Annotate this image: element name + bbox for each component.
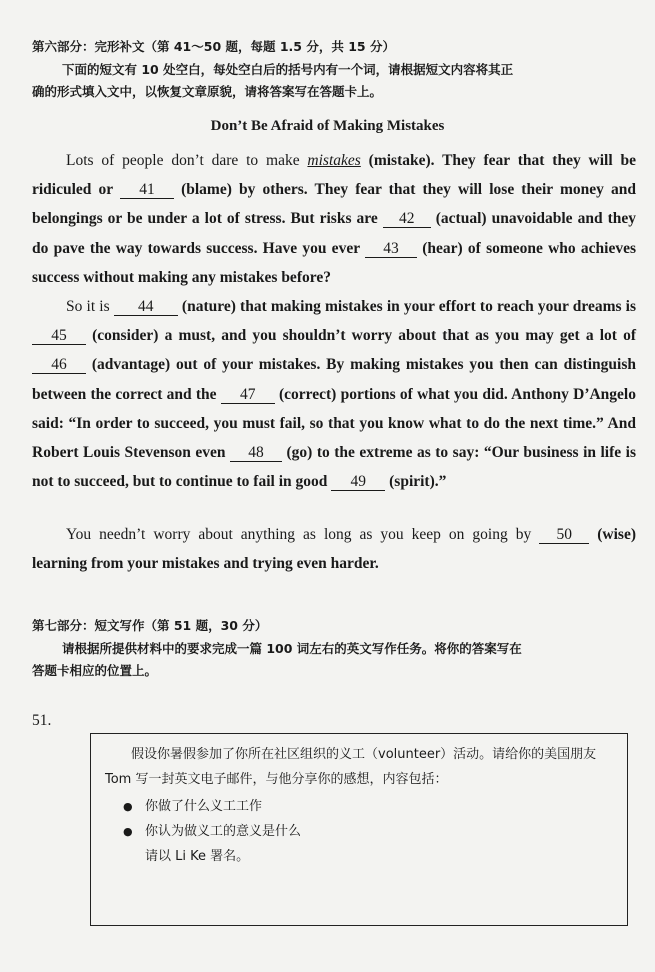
task-intro: 假设你暑假参加了你所在社区组织的义工（volunteer）活动。请给你的美国朋友 Tom 写一封英文电子邮件，与他分享你的感想，内容包括： (105, 747, 597, 787)
p2-text-e: (correct) portions of what you did. Anthony D’Angelo said: “In order to succeed, you must fail, so that you know what to do the next time.” And Robert Louis Stevenson even (32, 385, 636, 462)
section7-header: 第七部分：短文写作（第 51 题，30 分） (32, 618, 268, 633)
blank-43[interactable]: 43 (365, 240, 417, 258)
question-number: 51. (32, 712, 52, 729)
task-point: ● 你做了什么义工工作 (105, 794, 613, 819)
p1-text-d: (actual) unavoidable and they do pave the way towards success. Have you ever (32, 210, 636, 257)
blank-48[interactable]: 48 (230, 444, 282, 462)
p2-text-g: (spirit).” (385, 473, 447, 491)
paragraph-1 (32, 146, 636, 292)
p3-text-b: (wise) learning from your mistakes and trying even harder. (32, 526, 636, 573)
p1-text-b: (mistake). They fear that they will be ridiculed or (32, 152, 636, 199)
paragraph-2 (32, 292, 636, 496)
section7-instr-line1: 请根据所提供材料中的要求完成一篇 100 词左右的英文写作任务。将你的答案写在 (62, 641, 522, 656)
blank-41[interactable]: 41 (120, 181, 174, 199)
task-signature: 请以 Li Ke 署名。 (145, 849, 250, 864)
p2-text-c: (consider) a must, and you shouldn’t worry about that as you may get a lot of (86, 327, 636, 345)
p3-text-a: You needn’t worry about anything as long as you keep on going by (66, 526, 540, 543)
section6-instr-line2: 确的形式填入文中，以恢复文章原貌，请将答案写在答题卡上。 (32, 84, 383, 99)
blank-49[interactable]: 49 (331, 473, 385, 491)
writing-task-box (90, 733, 628, 926)
blank-44[interactable]: 44 (114, 298, 178, 316)
p1-text-a: Lots of people don’t dare to make (66, 152, 308, 169)
blank-46[interactable]: 46 (32, 356, 86, 374)
blank-42[interactable]: 42 (383, 210, 431, 228)
section7-instr-line2: 答题卡相应的位置上。 (32, 663, 158, 678)
task-points (105, 794, 613, 844)
example-answer: mistakes (307, 152, 361, 169)
p1-text-c: (blame) by others. They fear that they will lose their money and belongings or be under a lot of stress. But risks are (32, 181, 636, 228)
task-point: ● 你认为做义工的意义是什么 (105, 819, 613, 844)
p2-text-a: So it is (66, 298, 114, 315)
p1-text-e: (hear) of someone who achieves success without making any mistakes before? (32, 239, 636, 286)
p2-text-b: (nature) that making mistakes in your effort to reach your dreams is (177, 298, 637, 315)
paragraph-3 (32, 520, 636, 578)
section6-instr-line1: 下面的短文有 10 处空白，每处空白后的括号内有一个词，请根据短文内容将其正 (62, 62, 514, 77)
blank-47[interactable]: 47 (221, 386, 275, 404)
passage-title: Don’t Be Afraid of Making Mistakes (210, 118, 445, 134)
section6-header: 第六部分：完形补文（第 41～50 题，每题 1.5 分，共 15 分） (32, 39, 395, 54)
blank-45[interactable]: 45 (32, 327, 86, 345)
section6-instructions (32, 59, 632, 103)
blank-50[interactable]: 50 (539, 526, 589, 544)
p2-text-f: (go) to the extreme as to say: “Our business in life is not to succeed, but to continue to fail in good (32, 444, 636, 491)
p2-text-d: (advantage) out of your mistakes. By making mistakes you then can distinguish between the correct and the (32, 356, 636, 403)
section7-instructions (32, 638, 632, 682)
